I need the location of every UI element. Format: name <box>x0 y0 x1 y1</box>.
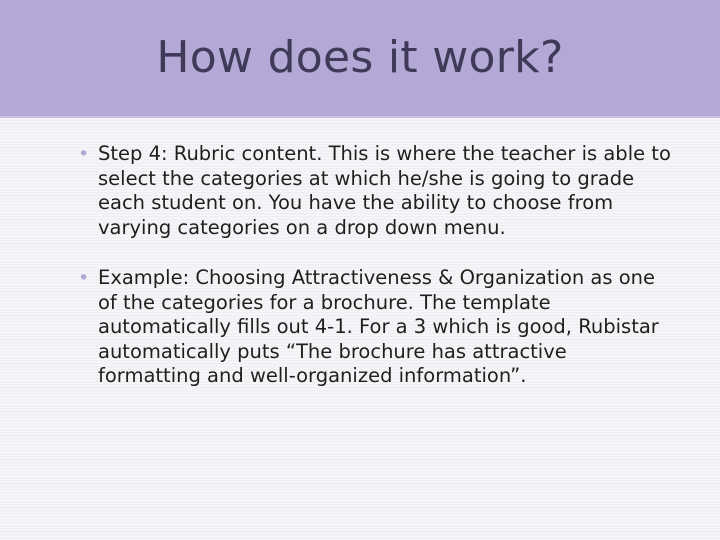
slide-title: How does it work? <box>156 32 564 83</box>
bullet-text: Example: Choosing Attractiveness & Organization as one of the categories for a brochure. The template automatically fills out 4-1. For a 3 which is good, Rubistar automatically puts “The brochure has attractive formatting and well-organized information”. <box>98 266 659 387</box>
bullet-list <box>78 142 674 415</box>
bullet-item-step-4 <box>78 142 674 240</box>
bullet-item-example <box>78 266 674 389</box>
bullet-marker: • <box>78 143 90 165</box>
bullet-text: Step 4: Rubric content. This is where the teacher is able to select the categories at which he/she is going to grade each student on. You have the ability to choose from varying categories on a drop down menu. <box>98 142 671 239</box>
bullet-marker: • <box>78 267 90 289</box>
title-band-divider <box>0 116 720 118</box>
